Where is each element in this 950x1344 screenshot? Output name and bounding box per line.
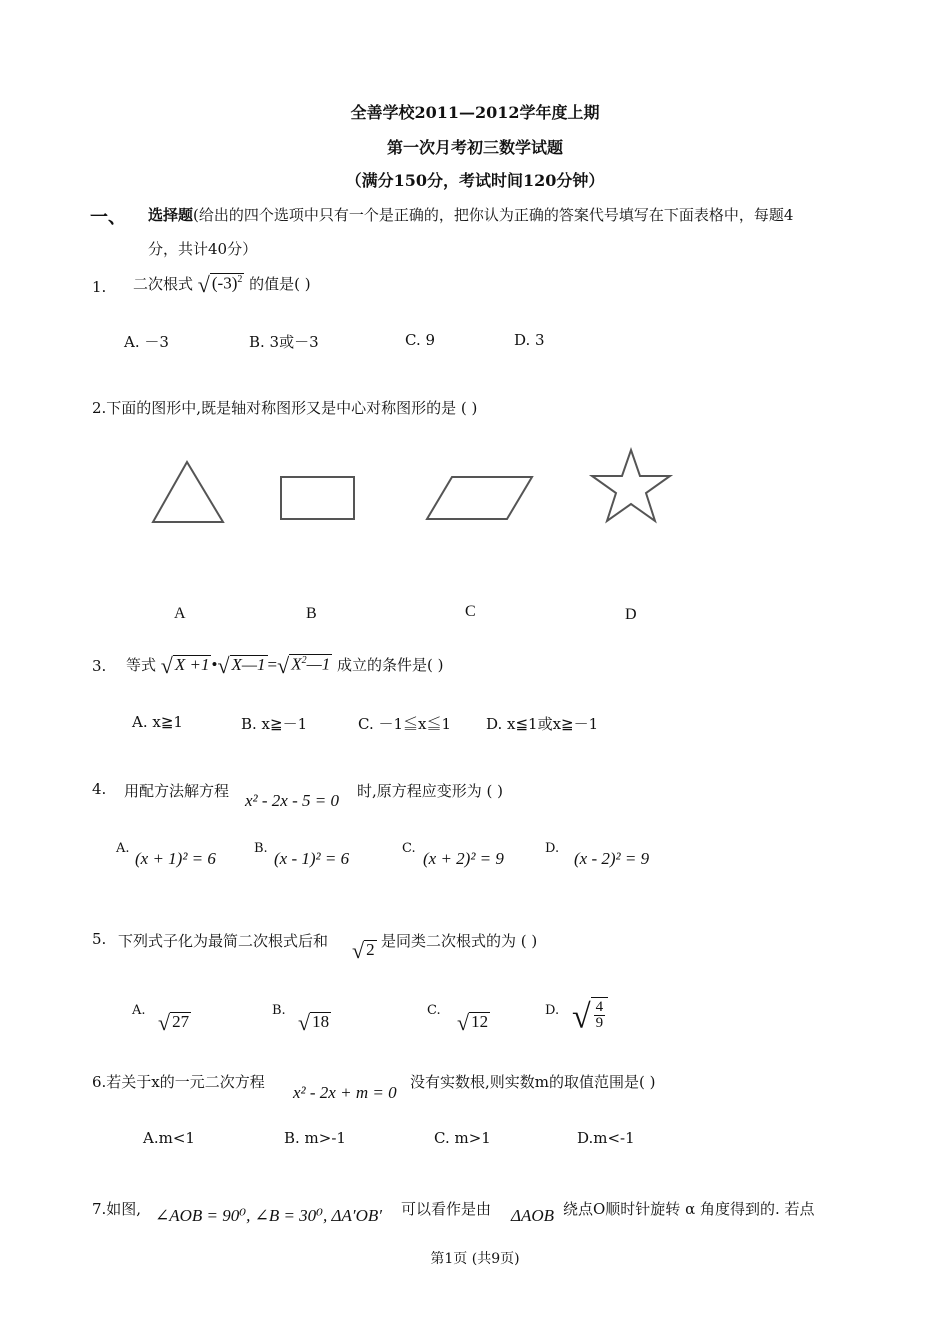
q6-suffix: 没有实数根,则实数m的取值范围是( ): [410, 1073, 656, 1091]
q5-option-d-letter: D.: [545, 1003, 560, 1018]
q2-stem: 2.下面的图形中,既是轴对称图形又是中心对称图形的是 ( ): [92, 399, 478, 417]
section-instruction-1: (给出的四个选项中只有一个是正确的，把你认为正确的答案代号填写在下面表格中，每题4: [193, 206, 794, 224]
q5-option-d: √ $\frac{4}{9}$: [572, 997, 608, 1036]
q5-sqrt2: √ 2: [352, 938, 375, 963]
q7-triangle: ΔAOB: [511, 1206, 555, 1225]
q3-stem: [126, 653, 443, 679]
q4-option-d-letter: D.: [545, 841, 560, 856]
q2-label-a: A: [174, 605, 186, 622]
q6-option-b: B. m>-1: [284, 1129, 346, 1147]
q5-option-a-letter: A.: [132, 1003, 146, 1018]
q3-suffix: 成立的条件是( ): [336, 656, 444, 674]
q7-prefix: 7.如图,: [92, 1200, 142, 1218]
q1-number: 1.: [92, 278, 107, 296]
school-title: 全善学校2011—2012学年度上期: [350, 103, 600, 122]
q4-prefix: 用配方法解方程: [124, 782, 230, 800]
q3-option-b: B. x≧－1: [241, 715, 308, 733]
q1-option-b: B. 3或－3: [249, 333, 319, 351]
q5-option-b-letter: B.: [272, 1003, 286, 1018]
q4-option-a-letter: A.: [116, 841, 130, 856]
q1-suffix: 的值是( ): [249, 275, 311, 293]
q2-label-b: B: [306, 605, 317, 622]
q3-option-d: D. x≦1或x≧－1: [486, 715, 599, 733]
figure-triangle: [153, 462, 223, 522]
q4-option-b: (x - 1)² = 6: [274, 849, 350, 868]
q5-number: 5.: [92, 930, 107, 948]
q5-prefix: 下列式子化为最简二次根式后和: [118, 932, 329, 950]
q6-prefix: 6.若关于x的一元二次方程: [92, 1073, 265, 1091]
q3-prefix: 等式: [126, 656, 157, 674]
section-heading: [148, 204, 793, 225]
q6-equation: x² - 2x + m = 0: [293, 1083, 397, 1102]
q2-figures: [140, 440, 700, 540]
exam-meta: （满分150分，考试时间120分钟）: [345, 171, 605, 190]
q4-option-b-letter: B.: [254, 841, 268, 856]
q5-suffix: 是同类二次根式的为 ( ): [381, 932, 538, 950]
q4-number: 4.: [92, 780, 107, 798]
q7-condition: ∠AOB = 90⁰, ∠B = 30⁰, ΔA′OB′: [155, 1206, 382, 1225]
q1-option-d: D. 3: [514, 331, 545, 349]
section-title: 选择题: [148, 206, 194, 224]
q5-option-c: √ 12: [457, 1010, 489, 1035]
q3-option-c: C. －1≦x≦1: [358, 715, 452, 733]
figure-parallelogram: [427, 477, 532, 519]
q6-option-a: A.m<1: [143, 1129, 195, 1147]
section-instruction-2: 分，共计40分）: [148, 240, 258, 258]
q3-equation: √ X +1 •√ X—1 =√ $X^2—1$: [160, 653, 331, 678]
q2-label-d: D: [625, 606, 637, 623]
q1-radical: √ $(-3)^2$: [197, 272, 243, 297]
q5-option-c-letter: C.: [427, 1003, 441, 1018]
q2-label-c: C: [465, 603, 476, 620]
q5-option-b: √ 18: [298, 1010, 330, 1035]
q4-option-d: (x - 2)² = 9: [574, 849, 650, 868]
q3-option-a: A. x≧1: [132, 713, 183, 731]
q4-option-c-letter: C.: [402, 841, 416, 856]
q4-suffix: 时,原方程应变形为 ( ): [357, 782, 504, 800]
q1-option-c: C. 9: [405, 331, 436, 349]
q1-option-a: A. －3: [124, 333, 169, 351]
figure-star: [592, 450, 670, 521]
q7-suffix: 绕点O顺时针旋转 α 角度得到的. 若点: [563, 1200, 815, 1218]
exam-title: 第一次月考初三数学试题: [386, 138, 563, 157]
q5-option-a: √ 27: [158, 1010, 190, 1035]
q4-option-a: (x + 1)² = 6: [135, 849, 216, 868]
q3-number: 3.: [92, 657, 107, 675]
figure-rectangle: [281, 477, 354, 519]
q7-mid: 可以看作是由: [401, 1200, 492, 1218]
q4-equation: x² - 2x - 5 = 0: [245, 791, 339, 810]
q6-option-c: C. m>1: [434, 1129, 491, 1147]
q4-option-c: (x + 2)² = 9: [423, 849, 504, 868]
q6-option-d: D.m<-1: [577, 1129, 635, 1147]
section-number: 一、: [90, 207, 126, 228]
page-footer: 第1页 (共9页): [430, 1251, 520, 1267]
q1-stem: [133, 272, 311, 298]
q1-prefix: 二次根式: [133, 275, 194, 293]
